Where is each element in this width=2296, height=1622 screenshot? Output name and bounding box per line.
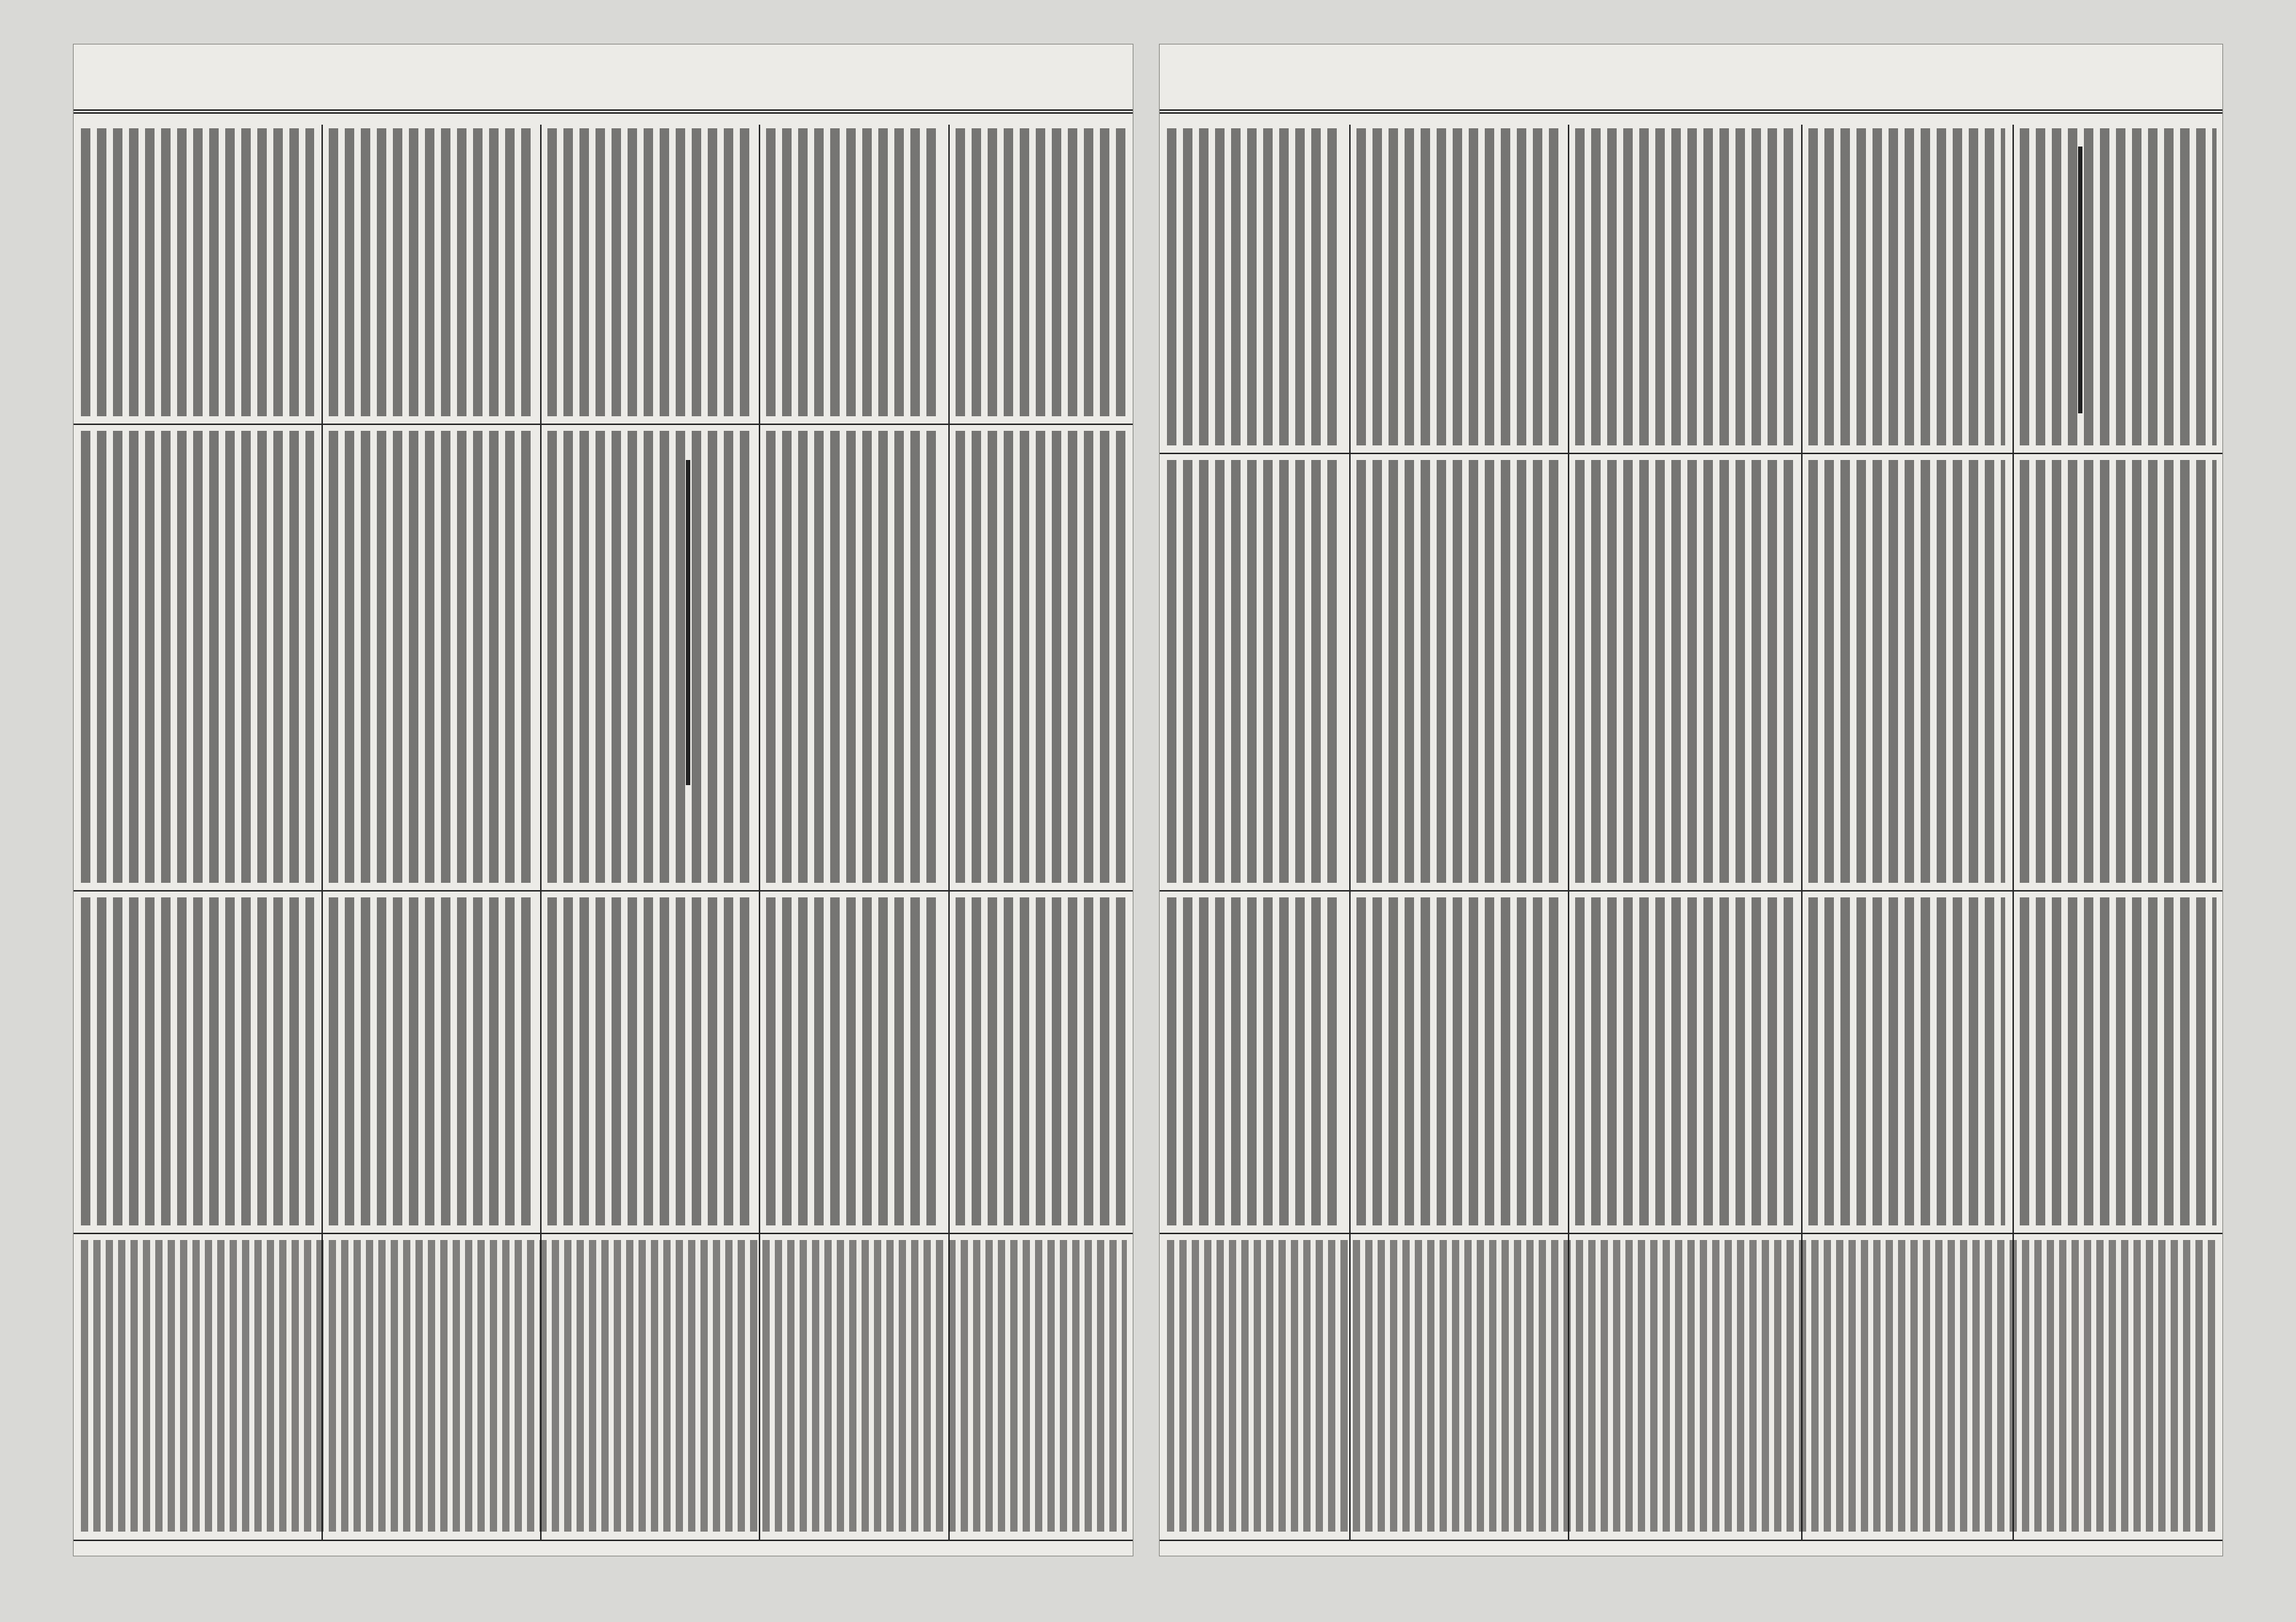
row-rule bbox=[74, 424, 1133, 425]
row-rule bbox=[1160, 453, 2222, 454]
article-body bbox=[2020, 460, 2217, 883]
article-body bbox=[1575, 460, 1794, 883]
article-body bbox=[329, 128, 533, 416]
masthead-right bbox=[1160, 44, 2222, 114]
masthead-left bbox=[74, 44, 1133, 114]
row-rule bbox=[74, 890, 1133, 892]
article-body bbox=[1167, 897, 1342, 1225]
article-body bbox=[81, 897, 314, 1225]
article-body bbox=[956, 431, 1127, 883]
newspaper-page-right bbox=[1159, 44, 2223, 1556]
article-body bbox=[2020, 128, 2217, 445]
article-body bbox=[1575, 128, 1794, 445]
row-rule bbox=[1160, 1233, 2222, 1234]
article-body bbox=[547, 431, 751, 883]
article-body bbox=[1167, 460, 1342, 883]
article-body bbox=[766, 128, 941, 416]
headline bbox=[686, 460, 690, 785]
article-body bbox=[956, 897, 1127, 1225]
article-body bbox=[547, 897, 751, 1225]
article-body bbox=[766, 431, 941, 883]
article-body bbox=[1167, 1240, 2217, 1532]
article-body bbox=[766, 897, 941, 1225]
article-body bbox=[81, 431, 314, 883]
row-rule bbox=[74, 1233, 1133, 1234]
page-footer bbox=[1160, 1540, 2222, 1556]
article-body bbox=[1575, 897, 1794, 1225]
article-body bbox=[81, 128, 314, 416]
article-body bbox=[2020, 897, 2217, 1225]
article-body bbox=[81, 1240, 1127, 1532]
row-rule bbox=[1160, 890, 2222, 892]
article-body bbox=[547, 128, 751, 416]
article-body bbox=[1356, 128, 1561, 445]
article-body bbox=[1808, 897, 2005, 1225]
article-body bbox=[329, 431, 533, 883]
article-body bbox=[1167, 128, 1342, 445]
page-footer bbox=[74, 1540, 1133, 1556]
article-body bbox=[1808, 128, 2005, 445]
article-body bbox=[1356, 897, 1561, 1225]
article-body bbox=[956, 128, 1127, 416]
article-body bbox=[1808, 460, 2005, 883]
article-body bbox=[1356, 460, 1561, 883]
article-body bbox=[329, 897, 533, 1225]
headline bbox=[2078, 147, 2082, 413]
newspaper-page-left bbox=[73, 44, 1133, 1556]
